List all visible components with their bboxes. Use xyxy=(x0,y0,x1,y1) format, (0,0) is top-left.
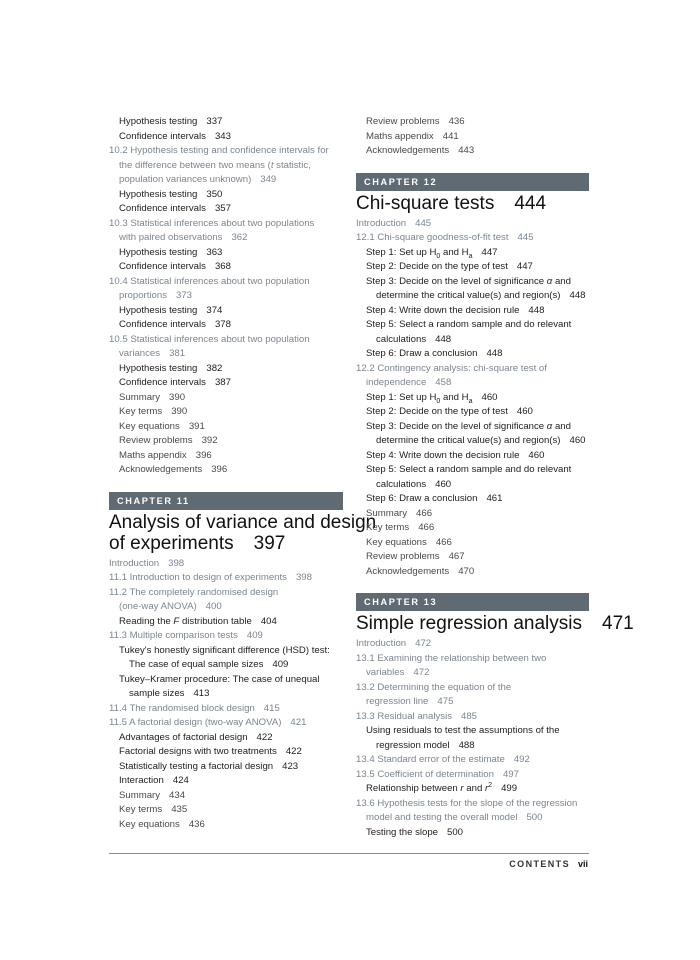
toc-entry-page: 396 xyxy=(211,464,228,475)
toc-entry xyxy=(356,362,589,377)
toc-entry[interactable] xyxy=(109,745,343,760)
toc-entry-page: 492 xyxy=(513,754,530,765)
toc-entry-page: 448 xyxy=(528,304,545,316)
toc-entry-page: 485 xyxy=(461,710,478,722)
toc-entry-page: 387 xyxy=(214,377,231,388)
chapter-title-line-2: of experiments xyxy=(109,532,234,554)
toc-entry-page: 374 xyxy=(206,304,223,316)
toc-entry[interactable] xyxy=(356,289,589,304)
toc-entry[interactable] xyxy=(356,347,589,362)
toc-entry[interactable] xyxy=(109,231,343,246)
toc-entry[interactable] xyxy=(109,289,343,304)
toc-entry xyxy=(356,420,589,435)
toc-entry-page: 343 xyxy=(214,130,231,142)
toc-entry-title: Acknowledgements xyxy=(119,464,203,475)
toc-entry[interactable] xyxy=(356,246,589,261)
toc-entry[interactable] xyxy=(109,731,343,746)
toc-entry-title: Acknowledgements xyxy=(366,145,450,156)
toc-entry[interactable] xyxy=(356,507,589,522)
toc-entry-page: 404 xyxy=(260,615,277,627)
toc-entry-page: 436 xyxy=(448,116,465,127)
toc-entry-title: Summary xyxy=(119,391,161,403)
toc-entry xyxy=(109,275,343,290)
toc-entry-title: Step 5: Select a random sample and do relevant xyxy=(366,464,572,475)
toc-entry-title: calculations xyxy=(376,333,427,345)
toc-entry-page: 424 xyxy=(172,775,189,786)
chapter-11-title[interactable] xyxy=(109,511,377,554)
toc-entry-page: 391 xyxy=(188,420,205,432)
toc-entry-title: Step 1: Set up $H_0$ and $H_a$ xyxy=(366,391,473,405)
toc-entry[interactable] xyxy=(356,304,589,319)
toc-entry-page: 362 xyxy=(231,232,248,243)
toc-entry xyxy=(356,275,589,290)
toc-entry[interactable] xyxy=(109,449,343,464)
toc-entry-page: 500 xyxy=(447,826,464,838)
toc-entry-title: Step 2: Decide on the type of test xyxy=(366,406,508,417)
toc-entry-page: 441 xyxy=(442,130,459,142)
toc-entry[interactable] xyxy=(356,434,589,449)
toc-entry-title: 13.6 Hypothesis tests for the slope of the regression xyxy=(356,797,578,809)
toc-entry-page: 445 xyxy=(415,217,432,229)
toc-entry[interactable] xyxy=(109,376,343,391)
toc-entry-title: 11.5 A factorial design (two-way ANOVA) xyxy=(109,717,282,728)
toc-entry[interactable] xyxy=(109,789,343,804)
chapter-title: Simple regression analysis xyxy=(356,613,582,634)
toc-entry-title: Maths appendix xyxy=(119,449,187,461)
toc-entry[interactable] xyxy=(356,710,589,725)
toc-entry[interactable] xyxy=(109,130,343,145)
toc-entry-title: Testing the slope xyxy=(366,826,438,838)
chapter-13-title[interactable] xyxy=(356,613,634,634)
toc-entry-title: 13.3 Residual analysis xyxy=(356,710,452,722)
toc-entry[interactable] xyxy=(356,811,589,826)
toc-entry xyxy=(356,797,589,812)
toc-entry[interactable] xyxy=(109,304,343,319)
chapter-page: 397 xyxy=(253,532,286,554)
toc-list xyxy=(356,217,589,580)
running-head: CONTENTS xyxy=(509,859,570,869)
toc-entry-title: 10.2 Hypothesis testing and confidence intervals for xyxy=(109,145,329,156)
toc-entry[interactable] xyxy=(356,260,589,275)
toc-entry-title: Step 5: Select a random sample and do relevant xyxy=(366,319,572,330)
toc-entry[interactable] xyxy=(356,753,589,768)
toc-entry[interactable] xyxy=(109,463,343,478)
spacer xyxy=(356,579,589,593)
toc-entry-title: 12.2 Contingency analysis: chi-square test of xyxy=(356,362,547,374)
toc-entry[interactable] xyxy=(109,202,343,217)
toc-entry[interactable] xyxy=(109,391,343,406)
toc-entry-title: Summary xyxy=(366,507,408,519)
toc-entry[interactable] xyxy=(109,318,343,333)
toc-entry-title: Step 3: Decide on the level of significance α and xyxy=(366,275,571,287)
toc-entry[interactable] xyxy=(109,434,343,449)
toc-entry-page: 381 xyxy=(169,348,186,359)
toc-entry-title: Step 6: Draw a conclusion xyxy=(366,348,478,359)
toc-entry-page: 337 xyxy=(206,116,223,127)
toc-entry-page: 458 xyxy=(435,377,452,388)
toc-entry[interactable] xyxy=(109,188,343,203)
toc-entry-page: 436 xyxy=(188,818,205,830)
toc-entry[interactable] xyxy=(356,449,589,464)
toc-entry-page: 363 xyxy=(206,246,223,258)
toc-entry xyxy=(356,652,589,667)
toc-entry xyxy=(109,673,343,688)
chapter-13-label: CHAPTER 13 xyxy=(356,593,589,611)
toc-entry[interactable] xyxy=(109,687,343,702)
toc-entry-title: 13.5 Coefficient of determination xyxy=(356,768,494,780)
toc-entry-title: Key equations xyxy=(119,420,180,432)
toc-entry-page: 368 xyxy=(214,261,231,272)
toc-entry-title: model and testing the overall model xyxy=(366,812,518,823)
toc-entry-title: 11.2 The completely randomised design xyxy=(109,586,279,598)
toc-entry[interactable] xyxy=(109,173,343,188)
toc-entry-page: 448 xyxy=(569,290,586,301)
spacer xyxy=(109,478,343,492)
toc-entry-title: Advantages of factorial design xyxy=(119,731,248,743)
toc-entry-title: independence xyxy=(366,377,427,388)
toc-entry-page: 423 xyxy=(282,760,299,772)
toc-entry[interactable] xyxy=(356,637,589,652)
toc-entry[interactable] xyxy=(109,260,343,275)
toc-entry-page: 447 xyxy=(481,246,498,258)
toc-entry[interactable] xyxy=(356,666,589,681)
toc-list xyxy=(356,637,589,840)
toc-entry-title: Introduction xyxy=(356,638,407,649)
toc-list xyxy=(109,557,343,833)
toc-entry-page: 400 xyxy=(205,601,222,612)
toc-entry-title: Hypothesis testing xyxy=(119,304,198,316)
toc-entry-title: determine the critical value(s) and region(s) xyxy=(376,435,561,446)
toc-entry-title: 13.4 Standard error of the estimate xyxy=(356,754,505,765)
toc-entry-page: 460 xyxy=(481,391,498,403)
toc-entry-title: Key terms xyxy=(119,804,163,815)
toc-entry[interactable] xyxy=(356,782,589,797)
toc-entry-page: 378 xyxy=(214,319,231,330)
toc-entry-title: Statistically testing a factorial design xyxy=(119,760,274,772)
toc-entry-title: Step 2: Decide on the type of test xyxy=(366,261,508,272)
toc-entry-page: 460 xyxy=(435,478,452,490)
toc-entry xyxy=(109,644,343,659)
toc-entry-page: 445 xyxy=(517,232,534,243)
toc-entry-title: The case of equal sample sizes xyxy=(129,659,264,670)
page-number: vii xyxy=(577,859,588,869)
toc-entry-page: 421 xyxy=(290,717,307,728)
toc-entry-page: 466 xyxy=(435,536,452,548)
chapter-page: 471 xyxy=(602,613,634,634)
toc-entry[interactable] xyxy=(109,347,343,362)
toc-entry[interactable] xyxy=(109,557,343,572)
toc-entry-page: 448 xyxy=(435,333,452,345)
toc-entry-title: 11.4 The randomised block design xyxy=(109,702,255,714)
toc-entry xyxy=(109,333,343,348)
toc-entry xyxy=(109,586,343,601)
toc-entry-page: 390 xyxy=(169,391,186,403)
toc-entry-title: Hypothesis testing xyxy=(119,362,198,374)
toc-entry[interactable] xyxy=(356,115,589,130)
toc-entry xyxy=(109,159,343,174)
toc-entry[interactable] xyxy=(109,362,343,377)
toc-entry-page: 466 xyxy=(418,522,435,533)
toc-entry[interactable] xyxy=(109,420,343,435)
toc-entry[interactable] xyxy=(109,803,343,818)
toc-entry-title: Step 4: Write down the decision rule xyxy=(366,449,520,461)
toc-entry-title: 13.2 Determining the equation of the xyxy=(356,681,512,693)
toc-entry-page: 349 xyxy=(260,174,277,185)
page-footer xyxy=(509,859,588,869)
toc-entry[interactable] xyxy=(109,818,343,833)
toc-entry-page: 448 xyxy=(486,348,503,359)
toc-entry-title: Review problems xyxy=(119,435,193,446)
toc-entry-title: population variances unknown) xyxy=(119,174,252,185)
toc-entry-title: sample sizes xyxy=(129,688,185,699)
toc-entry-title: Review problems xyxy=(366,116,440,127)
toc-entry[interactable] xyxy=(356,826,589,841)
toc-entry-page: 382 xyxy=(206,362,223,374)
toc-entry[interactable] xyxy=(356,565,589,580)
toc-entry[interactable] xyxy=(356,478,589,493)
toc-entry-page: 357 xyxy=(214,203,231,214)
toc-entry-title: Factorial designs with two treatments xyxy=(119,746,277,757)
toc-entry-page: 466 xyxy=(416,507,433,519)
footer-divider xyxy=(109,853,589,854)
toc-entry[interactable] xyxy=(356,231,589,246)
toc-entry-title: Step 4: Write down the decision rule xyxy=(366,304,520,316)
toc-entry-page: 396 xyxy=(195,449,212,461)
toc-entry-title: Key terms xyxy=(366,522,410,533)
toc-entry[interactable] xyxy=(356,217,589,232)
toc-entry[interactable] xyxy=(356,376,589,391)
toc-entry[interactable] xyxy=(356,521,589,536)
toc-entry-page: 497 xyxy=(502,768,519,780)
toc-entry-page: 472 xyxy=(413,667,430,678)
toc-entry-page: 443 xyxy=(458,145,475,156)
toc-entry[interactable] xyxy=(109,658,343,673)
toc-entry[interactable] xyxy=(109,760,343,775)
toc-entry-title: Hypothesis testing xyxy=(119,246,198,258)
toc-list xyxy=(109,115,343,478)
toc-entry-page: 434 xyxy=(169,789,186,801)
toc-entry-title: Key equations xyxy=(366,536,427,548)
toc-entry[interactable] xyxy=(109,246,343,261)
toc-entry-title: Step 1: Set up $H_0$ and $H_a$ xyxy=(366,246,473,260)
spacer xyxy=(356,159,589,173)
toc-entry-page: 373 xyxy=(176,290,193,301)
toc-entry-title: Maths appendix xyxy=(366,130,434,142)
toc-entry-title: Review problems xyxy=(366,551,440,562)
toc-entry-title: Interaction xyxy=(119,775,164,786)
toc-entry[interactable] xyxy=(109,774,343,789)
toc-entry[interactable] xyxy=(356,739,589,754)
toc-entry-title: 10.4 Statistical inferences about two population xyxy=(109,275,310,287)
toc-entry-page: 460 xyxy=(528,449,545,461)
toc-entry-page: 472 xyxy=(415,638,432,649)
toc-entry[interactable] xyxy=(109,571,343,586)
toc-entry xyxy=(109,144,343,159)
toc-entry-title: 13.1 Examining the relationship between two xyxy=(356,652,547,664)
chapter-title-line-1: Analysis of variance and design xyxy=(109,511,377,533)
chapter-page: 444 xyxy=(514,192,547,214)
toc-entry[interactable] xyxy=(109,600,343,615)
toc-entry-title: regression line xyxy=(366,696,429,707)
toc-entry-page: 413 xyxy=(193,688,210,699)
toc-list xyxy=(356,115,589,159)
toc-entry-title: Confidence intervals xyxy=(119,261,206,272)
toc-entry[interactable] xyxy=(356,768,589,783)
toc-entry-title: 11.1 Introduction to design of experiments xyxy=(109,572,287,583)
toc-entry-title: Confidence intervals xyxy=(119,319,206,330)
toc-entry-title: Step 3: Decide on the level of significance α and xyxy=(366,420,571,432)
toc-entry[interactable] xyxy=(356,492,589,507)
toc-entry-title: Key equations xyxy=(119,818,180,830)
toc-entry-page: 467 xyxy=(448,551,465,562)
chapter-title: Chi-square tests xyxy=(356,192,495,214)
toc-entry-title: Reading the F distribution table xyxy=(119,615,252,627)
toc-entry-title: Summary xyxy=(119,789,161,801)
chapter-12-title[interactable] xyxy=(356,193,589,214)
toc-entry-title: Introduction xyxy=(356,217,407,229)
chapter-11-label: CHAPTER 11 xyxy=(109,492,343,510)
toc-entry-title: 11.3 Multiple comparison tests xyxy=(109,630,238,641)
toc-entry-title: Hypothesis testing xyxy=(119,116,198,127)
toc-entry-page: 461 xyxy=(486,493,503,504)
toc-entry-title: Relationship between r and $r^2$ xyxy=(366,781,493,794)
toc-entry xyxy=(356,724,589,739)
toc-entry-page: 488 xyxy=(458,739,475,751)
toc-entry-page: 460 xyxy=(516,406,533,417)
toc-entry[interactable] xyxy=(109,405,343,420)
toc-entry-title: proportions xyxy=(119,290,167,301)
toc-entry-page: 475 xyxy=(437,696,454,707)
toc-entry-title: Acknowledgements xyxy=(366,565,450,577)
toc-entry-title: 12.1 Chi-square goodness-of-fit test xyxy=(356,232,509,243)
toc-entry-page: 422 xyxy=(285,746,302,757)
toc-entry-page: 409 xyxy=(246,630,263,641)
toc-entry-title: regression model xyxy=(376,739,450,751)
toc-entry[interactable] xyxy=(356,144,589,159)
toc-entry-title: with paired observations xyxy=(119,232,223,243)
toc-entry-page: 398 xyxy=(168,557,185,569)
toc-entry-page: 435 xyxy=(171,804,188,815)
chapter-12-label: CHAPTER 12 xyxy=(356,173,589,191)
toc-entry-title: (one-way ANOVA) xyxy=(119,601,197,612)
toc-entry-page: 409 xyxy=(272,659,289,670)
toc-entry-page: 447 xyxy=(516,261,533,272)
toc-entry-page: 422 xyxy=(256,731,273,743)
toc-entry-title: determine the critical value(s) and region(s) xyxy=(376,290,561,301)
toc-entry-page: 350 xyxy=(206,188,223,200)
toc-entry-page: 499 xyxy=(501,783,518,794)
toc-entry-title: Key terms xyxy=(119,406,163,417)
toc-entry xyxy=(356,463,589,478)
toc-entry[interactable] xyxy=(356,550,589,565)
toc-entry-title: calculations xyxy=(376,478,427,490)
toc-entry-title: Tukey–Kramer procedure: The case of unequal xyxy=(119,673,320,685)
toc-entry-page: 390 xyxy=(171,406,188,417)
toc-entry xyxy=(356,318,589,333)
toc-entry[interactable] xyxy=(109,702,343,717)
toc-entry[interactable] xyxy=(356,391,589,406)
toc-entry-title: Introduction xyxy=(109,557,160,569)
toc-entry[interactable] xyxy=(109,716,343,731)
toc-right-column xyxy=(356,115,634,840)
toc-entry xyxy=(109,217,343,232)
toc-entry-title: Hypothesis testing xyxy=(119,188,198,200)
toc-entry-title: Tukey's honestly significant difference (HSD) test: xyxy=(119,644,330,656)
toc-entry-title: Step 6: Draw a conclusion xyxy=(366,493,478,504)
toc-left-column xyxy=(109,115,377,832)
toc-entry-page: 460 xyxy=(569,435,586,446)
toc-entry[interactable] xyxy=(356,405,589,420)
toc-entry[interactable] xyxy=(356,333,589,348)
toc-entry[interactable] xyxy=(356,130,589,145)
toc-entry-title: variables xyxy=(366,667,405,678)
toc-entry-page: 398 xyxy=(295,572,312,583)
toc-entry-page: 470 xyxy=(458,565,475,577)
toc-entry[interactable] xyxy=(109,615,343,630)
toc-entry-title: Using residuals to test the assumptions of the xyxy=(366,725,560,736)
toc-entry[interactable] xyxy=(109,115,343,130)
toc-entry xyxy=(356,681,589,696)
toc-entry-title: Confidence intervals xyxy=(119,203,206,214)
toc-entry-title: 10.3 Statistical inferences about two populations xyxy=(109,217,315,229)
toc-entry[interactable] xyxy=(356,536,589,551)
toc-entry[interactable] xyxy=(109,629,343,644)
toc-entry-page: 392 xyxy=(201,435,218,446)
toc-entry-title: Confidence intervals xyxy=(119,130,206,142)
toc-entry[interactable] xyxy=(356,695,589,710)
toc-entry-title: the difference between two means (t statistic, xyxy=(119,159,311,171)
toc-entry-title: 10.5 Statistical inferences about two population xyxy=(109,333,310,345)
toc-entry-title: variances xyxy=(119,348,161,359)
toc-entry-page: 415 xyxy=(263,702,280,714)
toc-entry-page: 500 xyxy=(526,812,543,823)
toc-entry-title: Confidence intervals xyxy=(119,377,206,388)
